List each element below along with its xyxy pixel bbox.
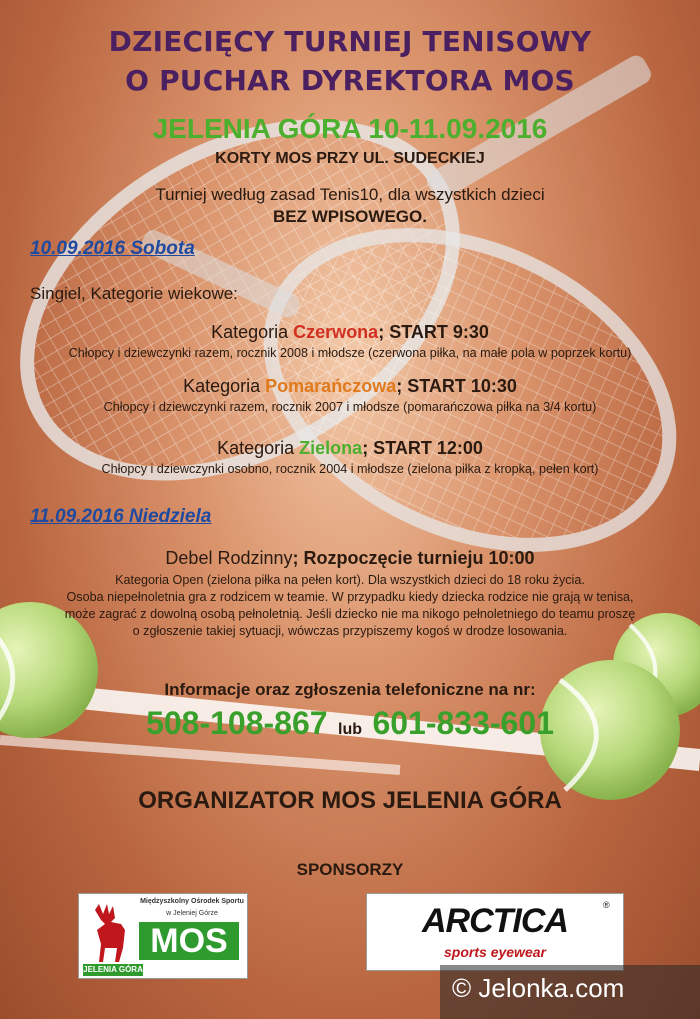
phone-number-1[interactable]: 508-108-867 [146, 705, 328, 741]
contact-label: Informacje oraz zgłoszenia telefoniczne na nr: [164, 680, 536, 699]
category-red-heading: Kategoria Czerwona; START 9:30 [211, 322, 489, 342]
category-red-desc: Chłopcy i dziewczynki razem, rocznik 2008 i młodsze (czerwona piłka, na małe pola w poprzek kortu) [68, 346, 632, 360]
saturday-date: 10.09.2016 Sobota [30, 238, 195, 259]
mos-logo-line2: w Jeleniej Górze [166, 910, 218, 917]
phone-number-2[interactable]: 601-833-601 [372, 705, 554, 741]
phone-or: lub [338, 721, 362, 738]
sunday-line1: Kategoria Open (zielona piłka na pełen kort). Dla wszystkich dzieci do 18 roku życia. [115, 573, 585, 587]
intro-line1: Turniej według zasad Tenis10, dla wszystkich dzieci [155, 185, 545, 204]
category-orange-heading: Kategoria Pomarańczowa; START 10:30 [183, 376, 517, 396]
location-date: JELENIA GÓRA 10-11.09.2016 [152, 113, 548, 144]
arctica-logo-tagline: sports eyewear [444, 944, 546, 960]
category-green-heading: Kategoria Zielona; START 12:00 [217, 438, 483, 458]
sunday-event-heading: Debel Rodzinny; Rozpoczęcie turnieju 10:00 [165, 548, 535, 568]
sunday-date: 11.09.2016 Niedziela [30, 506, 212, 527]
category-green-desc: Chłopcy i dziewczynki osobno, rocznik 2004 i młodsze (zielona piłka z kropką, pełen kort) [101, 462, 599, 476]
arctica-logo-name: ARCTICA [422, 902, 568, 940]
organizer: ORGANIZATOR MOS JELENIA GÓRA [138, 787, 562, 814]
sunday-line4: o zgłoszenie takiej sytuacji, wówczas przypiszemy kogoś w drodze losowania. [132, 624, 568, 638]
mos-logo-city: JELENIA GÓRA [83, 965, 143, 974]
mos-logo-line1: Międzyszkolny Ośrodek Sportu [140, 898, 244, 905]
category-orange-name: Pomarańczowa [265, 376, 397, 396]
intro-line2: BEZ WPISOWEGO. [273, 207, 427, 226]
title-line2: O PUCHAR DYREKTORA MOS [125, 64, 575, 97]
category-orange-desc: Chłopcy i dziewczynki razem, rocznik 2007 i młodsze (pomarańczowa piłka na 3/4 kortu) [103, 400, 597, 414]
arctica-logo [366, 893, 624, 971]
mos-logo-name: MOS [139, 922, 239, 960]
deer-icon [85, 900, 135, 964]
sunday-line3: może zagrać z dowolną osobą pełnoletnią. Jeśli dziecko nie ma nikogo pełnoletniego do teamu proszę [64, 607, 636, 621]
arctica-reg-mark: ® [603, 900, 610, 910]
category-green-name: Zielona [299, 438, 363, 458]
watermark: © Jelonka.com [452, 973, 625, 1003]
venue: KORTY MOS PRZY UL. SUDECKIEJ [215, 150, 485, 167]
sponsors-label: SPONSORZY [296, 860, 404, 879]
mos-logo [78, 893, 248, 979]
title-line1: DZIECIĘCY TURNIEJ TENISOWY [108, 25, 592, 58]
singles-label: Singiel, Kategorie wiekowe: [30, 284, 238, 303]
phone-row [0, 705, 700, 742]
sunday-line2: Osoba niepełnoletnia gra z rodzicem w teamie. W przypadku kiedy dziecka rodzice nie grają w tenisa, [66, 590, 634, 604]
category-red-name: Czerwona [293, 322, 379, 342]
